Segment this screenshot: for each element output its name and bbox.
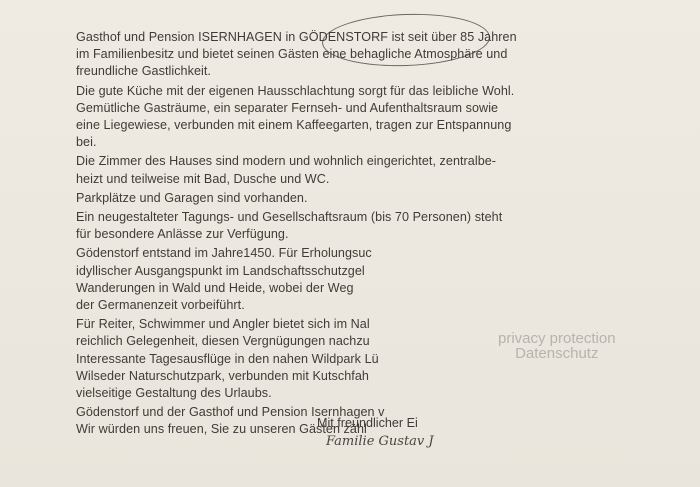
text-line: Interessante Tagesausflüge in den nahen Wildpark Lü [76,351,379,366]
paragraph-conference [76,209,636,243]
signature: Familie Gustav J [326,434,434,449]
text-line: freundliche Gastlichkeit. [76,64,211,79]
privacy-watermark-line1: privacy protection [498,330,616,347]
text-line: Die gute Küche mit der eigenen Hausschlachtung sorgt für das leibliche Wohl. [76,83,515,98]
paragraph-history [76,245,636,314]
text-line: Parkplätze und Garagen sind vorhanden. [76,190,308,205]
text-line: reichlich Gelegenheit, diesen Vergnügungen nachzu [76,334,370,349]
description-text [76,29,636,441]
text-line: Wir würden uns freuen, Sie zu unseren Gästen zähl [76,422,367,437]
privacy-watermark-line2: Datenschutz [515,345,599,362]
text-line: Gasthof und Pension ISERNHAGEN in GÖDENSTORF ist seit über 85 Jahren [76,30,517,44]
text-line: Für Reiter, Schwimmer und Angler bietet sich im Nal [76,317,370,332]
text-line: vielseitige Gestaltung des Urlaubs. [76,386,272,401]
text-line: eine Liegewiese, verbunden mit einem Kaffeegarten, tragen zur Entspannung [76,118,512,133]
paragraph-kitchen [76,83,636,152]
text-line: Ein neugestalteter Tagungs- und Gesellschaftsraum (bis 70 Personen) steht [76,210,503,225]
paragraph-rooms [76,153,636,187]
text-line: der Germanenzeit vorbeiführt. [76,298,245,313]
paragraph-intro [76,29,636,81]
text-line: Gödenstorf entstand im Jahre1450. Für Erholungsuc [76,246,372,261]
text-line: Wanderungen in Wald und Heide, wobei der Weg [76,280,354,295]
text-line: Gemütliche Gasträume, ein separater Fernseh- und Aufenthaltsraum sowie [76,100,499,115]
text-line: idyllischer Ausgangspunkt im Landschaftsschutzgel [76,263,365,278]
text-line: heizt und teilweise mit Bad, Dusche und WC. [76,171,330,186]
text-line: Die Zimmer des Hauses sind modern und wohnlich eingerichtet, zentralbe- [76,154,497,169]
text-line: Wilseder Naturschutzpark, verbunden mit Kutschfah [76,368,369,383]
text-line: für besondere Anlässe zur Verfügung. [76,227,289,242]
privacy-watermark [498,331,616,361]
closing-greeting: Mit freundlicher Ei [317,416,418,430]
text-line: bei. [76,135,97,150]
text-line: Gödenstorf und der Gasthof und Pension Isernhagen v [76,405,385,420]
paragraph-parking [76,190,636,207]
text-line: im Familienbesitz und bietet seinen Gästen eine behagliche Atmosphäre und [76,47,508,62]
